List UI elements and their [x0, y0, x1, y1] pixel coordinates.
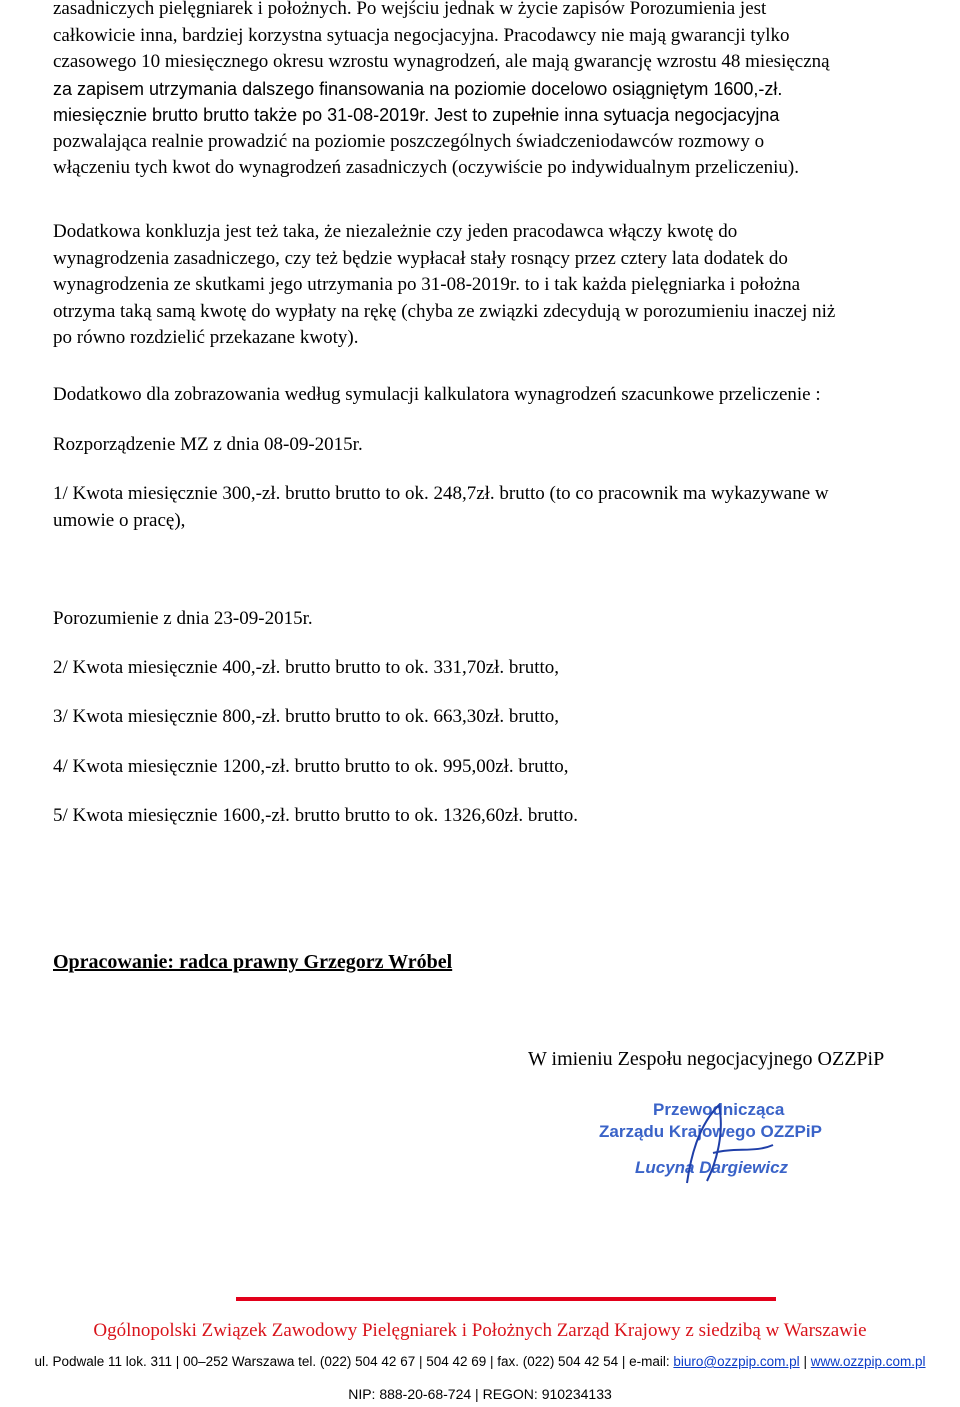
stamp-body: Zarządu Krajowego OZZPiP	[599, 1122, 822, 1141]
stamp-image	[595, 1095, 865, 1185]
paragraph-line: umowie o pracę),	[53, 509, 186, 531]
footer-separator: |	[803, 1354, 807, 1369]
paragraph-line: otrzyma taką samą kwotę do wypłaty na rękę (chyba ze związki zdecydują w porozumieniu inaczej niż	[53, 300, 836, 322]
salary-item-4: 4/ Kwota miesięcznie 1200,-zł. brutto brutto to ok. 995,00zł. brutto,	[53, 756, 569, 777]
author-line: Opracowanie: radca prawny Grzegorz Wróbel	[53, 951, 453, 973]
paragraph-line: pozwalająca realnie prowadzić na poziomie poszczególnych świadczeniodawców rozmowy o	[53, 130, 765, 152]
footer-registry: NIP: 888-20-68-724 | REGON: 910234133	[348, 1386, 612, 1402]
footer-organization: Ogólnopolski Związek Zawodowy Pielęgniarek i Położnych Zarząd Krajowy z siedzibą w Warszawie	[93, 1320, 867, 1341]
paragraph-salary-negotiation	[53, 0, 956, 182]
simulation-intro: Dodatkowo dla zobrazowania według symulacji kalkulatora wynagrodzeń szacunkowe przeliczenie :	[53, 384, 821, 405]
footer-address-text: ul. Podwale 11 lok. 311 | 00‒252 Warszawa tel. (022) 504 42 67 | 504 42 69 | fax. (022) 504 42 54 | e-mail:	[34, 1354, 670, 1369]
paragraph-conclusion	[53, 219, 956, 352]
paragraph-line: włączeniu tych kwot do wynagrodzeń zasadniczych (oczywiście po indywidualnym przeliczeniu).	[53, 157, 800, 178]
signature-stamp	[595, 1095, 865, 1185]
salary-item-3: 3/ Kwota miesięcznie 800,-zł. brutto brutto to ok. 663,30zł. brutto,	[53, 706, 560, 727]
salary-item-1	[53, 481, 956, 534]
salary-item-2: 2/ Kwota miesięcznie 400,-zł. brutto brutto to ok. 331,70zł. brutto,	[53, 657, 560, 678]
paragraph-line: miesięcznie brutto brutto także po 31-08-2019r. Jest to zupełnie inna sytuacja negocjacyjna	[53, 105, 780, 125]
paragraph-line: zasadniczych pielęgniarek i położnych. Po wejściu jednak w życie zapisów Porozumienia jest	[53, 0, 767, 19]
paragraph-line: po równo rozdzielić przekazane kwoty).	[53, 327, 359, 348]
paragraph-line: za zapisem utrzymania dalszego finansowania na poziomie docelowo osiągniętym 1600,-zł.	[53, 78, 783, 99]
paragraph-line: czasowego 10 miesięcznego okresu wzrostu wynagrodzeń, ale mają gwarancję wzrostu 48 miesięczną	[53, 51, 830, 72]
on-behalf-line: W imieniu Zespołu negocjacyjnego OZZPiP	[528, 1048, 885, 1070]
stamp-name: Lucyna Dargiewicz	[635, 1158, 789, 1177]
footer-divider	[236, 1297, 776, 1301]
paragraph-line: 1/ Kwota miesięcznie 300,-zł. brutto brutto to ok. 248,7zł. brutto (to co pracownik ma wykazywane w	[53, 483, 829, 504]
footer-address	[0, 1354, 960, 1369]
footer-email-link[interactable]: biuro@ozzpip.com.pl	[673, 1354, 800, 1369]
paragraph-line: Dodatkowa konkluzja jest też taka, że niezależnie czy jeden pracodawca włączy kwotę do	[53, 221, 738, 242]
agreement-heading: Porozumienie z dnia 23-09-2015r.	[53, 608, 313, 629]
regulation-heading: Rozporządzenie MZ z dnia 08-09-2015r.	[53, 434, 363, 455]
paragraph-line: całkowicie inna, bardziej korzystna sytuacja negocjacyjna. Pracodawcy nie mają gwarancji tylko	[53, 24, 790, 46]
salary-item-5: 5/ Kwota miesięcznie 1600,-zł. brutto brutto to ok. 1326,60zł. brutto.	[53, 805, 579, 826]
paragraph-line: wynagrodzenia zasadniczego, czy też będzie wypłacał stały rosnący przez cztery lata dodatek do	[53, 247, 788, 269]
stamp-title: Przewodnicząca	[653, 1100, 785, 1119]
footer-website-link[interactable]: www.ozzpip.com.pl	[810, 1354, 926, 1369]
paragraph-line: wynagrodzenia ze skutkami jego utrzymania po 31-08-2019r. to i tak każda pielęgniarka i położna	[53, 274, 801, 295]
